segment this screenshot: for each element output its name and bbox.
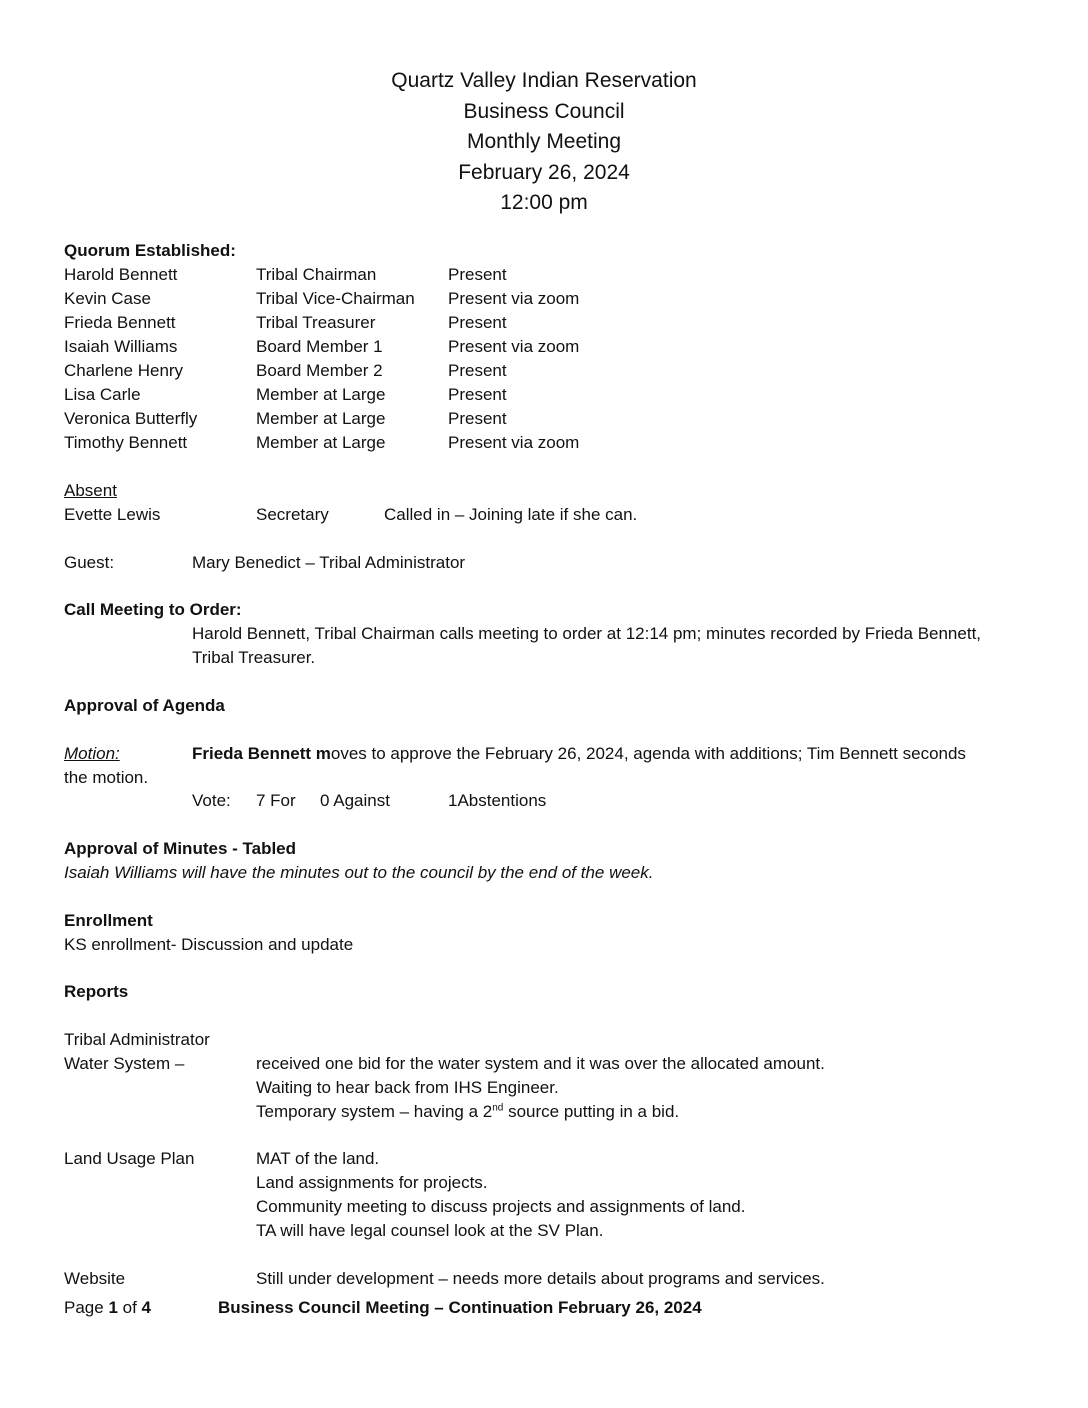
website-label: Website (64, 1269, 126, 1288)
member-name: Harold Bennett (64, 265, 178, 284)
document-title (0, 66, 1088, 219)
land-line: Land assignments for projects. (256, 1173, 488, 1192)
reports-subheading: Tribal Administrator (64, 1030, 210, 1049)
member-status: Present via zoom (448, 433, 580, 452)
member-role: Member at Large (256, 385, 386, 404)
member-role: Tribal Vice-Chairman (256, 289, 415, 308)
water-label: Water System – (64, 1054, 185, 1073)
page-total: 4 (141, 1298, 151, 1317)
member-status: Present (448, 385, 507, 404)
water-line-text: Temporary system – having a 2 (256, 1102, 493, 1121)
page-prefix: Page (64, 1298, 109, 1317)
vote-abstentions: 1Abstentions (448, 791, 547, 810)
member-name: Isaiah Williams (64, 337, 178, 356)
call-to-order-text: Harold Bennett, Tribal Chairman calls meeting to order at 12:14 pm; minutes recorded by Frieda Bennett, (192, 624, 982, 643)
land-label: Land Usage Plan (64, 1149, 195, 1168)
member-status: Present (448, 361, 507, 380)
water-line-text: source putting in a bid. (503, 1102, 680, 1121)
footer-title: Business Council Meeting – Continuation February 26, 2024 (218, 1298, 702, 1317)
reports-heading: Reports (64, 982, 129, 1001)
agenda-heading: Approval of Agenda (64, 696, 225, 715)
motion-text (192, 742, 966, 766)
land-line: MAT of the land. (256, 1149, 380, 1168)
member-status: Present (448, 265, 507, 284)
guest-label: Guest: (64, 553, 115, 572)
member-name: Charlene Henry (64, 361, 184, 380)
member-name: Frieda Bennett (64, 313, 176, 332)
title-line: Quartz Valley Indian Reservation (391, 69, 697, 92)
member-status: Present via zoom (448, 289, 580, 308)
member-role: Member at Large (256, 433, 386, 452)
guest-value: Mary Benedict – Tribal Administrator (192, 553, 466, 572)
land-line: Community meeting to discuss projects and assignments of land. (256, 1197, 746, 1216)
member-role: Member at Large (256, 409, 386, 428)
vote-label: Vote: (192, 791, 231, 810)
member-name: Veronica Butterfly (64, 409, 198, 428)
member-role: Board Member 1 (256, 337, 383, 356)
member-status: Present (448, 409, 507, 428)
title-line: February 26, 2024 (458, 160, 630, 184)
motion-body: oves to approve the February 26, 2024, agenda with additions; Tim Bennett seconds (330, 744, 966, 763)
land-line: TA will have legal counsel look at the SV Plan. (256, 1221, 604, 1240)
member-status: Present (448, 313, 507, 332)
page-number (64, 1296, 151, 1320)
absent-role: Secretary (256, 505, 329, 524)
absent-note: Called in – Joining late if she can. (384, 505, 638, 524)
title-line: Monthly Meeting (466, 130, 622, 153)
minutes-note: Isaiah Williams will have the minutes out to the council by the end of the week. (64, 863, 654, 882)
call-to-order-heading: Call Meeting to Order: (64, 600, 242, 619)
water-line: Waiting to hear back from IHS Engineer. (256, 1078, 559, 1097)
ordinal-suffix: nd (492, 1102, 504, 1114)
member-status: Present via zoom (448, 337, 580, 356)
water-line (256, 1100, 679, 1124)
member-name: Kevin Case (64, 289, 151, 308)
water-line: received one bid for the water system and it was over the allocated amount. (256, 1054, 825, 1073)
member-role: Tribal Treasurer (256, 313, 376, 332)
motion-continuation: the motion. (64, 768, 149, 787)
page-of: of (117, 1298, 142, 1317)
motion-label: Motion: (64, 744, 120, 763)
member-name: Timothy Bennett (64, 433, 188, 452)
motion-mover: Frieda Bennett m (192, 744, 331, 763)
absent-name: Evette Lewis (64, 505, 161, 524)
title-line: 12:00 pm (500, 191, 588, 214)
website-text: Still under development – needs more details about programs and services. (256, 1269, 825, 1288)
title-line: Business Council (463, 99, 625, 123)
vote-for: 7 For (256, 791, 296, 810)
member-role: Tribal Chairman (256, 265, 377, 284)
absent-heading: Absent (64, 481, 117, 500)
member-name: Lisa Carle (64, 385, 141, 404)
call-to-order-text: Tribal Treasurer. (192, 648, 316, 667)
enrollment-text: KS enrollment- Discussion and update (64, 935, 354, 954)
member-role: Board Member 2 (256, 361, 383, 380)
enrollment-heading: Enrollment (64, 911, 153, 930)
quorum-heading: Quorum Established: (64, 241, 236, 260)
minutes-heading: Approval of Minutes - Tabled (64, 839, 297, 858)
page-current: 1 (108, 1298, 118, 1317)
vote-against: 0 Against (320, 791, 390, 810)
